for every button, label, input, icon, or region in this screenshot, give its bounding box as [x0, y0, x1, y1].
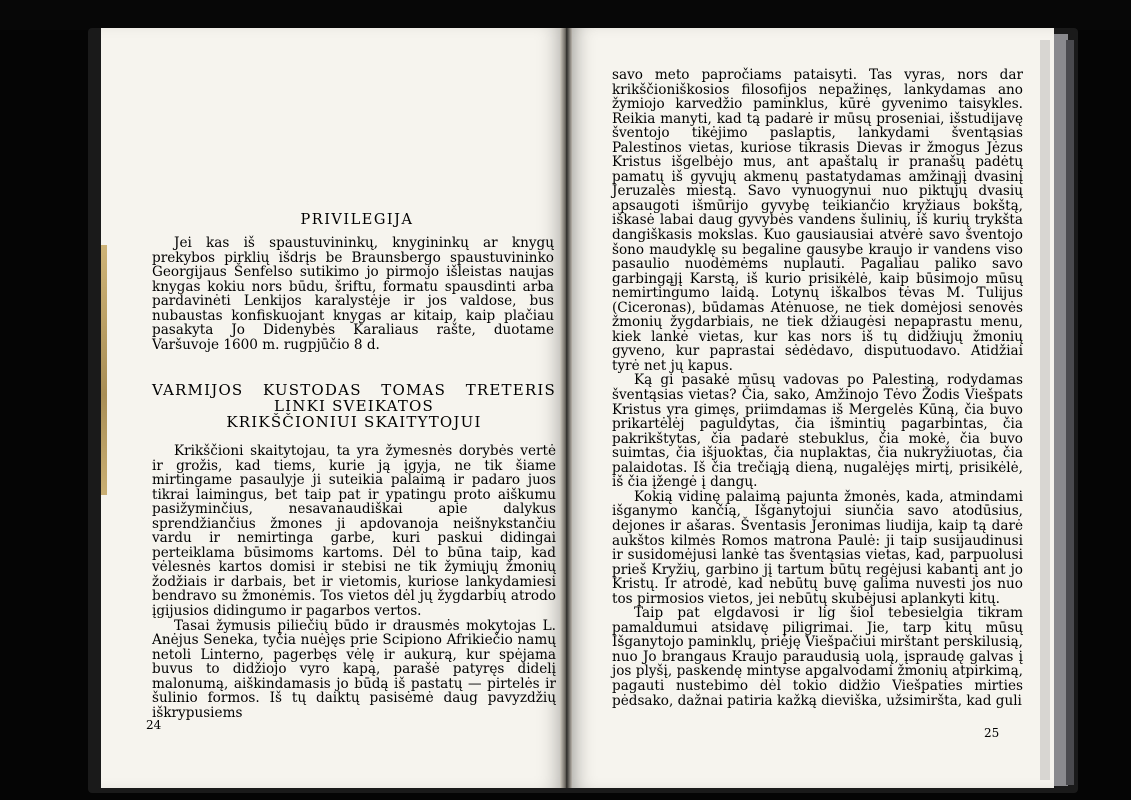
dedication-title-line-3: KRIKŠČIONIUI SKAITYTOJUI: [226, 413, 482, 432]
right-paragraph: savo meto papročiams pataisyti. Tas vyras, nors dar krikščioniškosios filosofijos nepažinęs, lankydamas ano žymiojo karvedžio paminklus, kūrė gyvenimo taisykles. Reikia manyti, kad tą padarė ir mūsų proseniai, išstudijavę šventojo tikėjimo paslaptis, lankydami šventąsias Palestinos vietas, kuriose tikrasis Dievas ir žmogus Jėzus Kristus išgelbėjo mus, ant apaštalų ir pranašų padėtų pamatų iš gyvųjų akmenų pastatydamas amžinąjį dvasinį Jeruzalės miestą. Savo vynuogynui nuo piktųjų dvasių apsaugoti išmūrijo gyvybę teikiančio kryžiaus bokštą, iškasė labai daug gyvybės vandens šulinių, iš kurių trykšta dangiškasis mokslas. Kuo gausiausiai atvėrė savo šventojo šono maudyklę su begaline gausybe kraujo ir vandens viso pasaulio nuodėmėms nuplauti. Pagaliau paliko savo garbingąjį Karstą, iš kurio prisikėlė, kaip būsimojo mūsų nemirtingumo laidą. Lotynų iškalbos tėvas M. Tulijus (Ciceronas), būdamas Atėnuose, ne tiek domėjosi senovės žmonių žygdarbiais, ne tiek džiaugėsi nepaprastu menu, kiek lankė vietas, kur kas nors iš tų didžiųjų žmonių gyveno, kur paprastai sėdėdavo, disputuodavo. Atidžiai tyrė net jų kapus.: [612, 67, 1023, 374]
left-paragraph: Krikščioni skaitytojau, ta yra žymesnės dorybės vertė ir grožis, kad tiems, kurie ją įgyja, ne tik šiame mirtingame pasaulyje ji suteikia palaimą ir padaro juos tikrai laimingus, bet taip pat ir ypatingu proto aiškumu pasižyminčius, nesavanaudiškai apie dalykus sprendžiančius žmones ji apdovanoja neišnykstančiu vardu ir nemirtinga garbe, kuri paskui didingai perteiklama būsimoms kartoms. Dėl to būna taip, kad vėlesnės kartos domisi ir stebisi ne tik žymiųjų žmonių žodžiais ir darbais, bet ir vietomis, kuriose lankydamiesi bendravo su žmonėmis. Tos vietos dėl jų žygdarbių atrodo įgijusios didingumo ir pagarbos vertos.: [152, 443, 556, 620]
right-body-text: [612, 68, 1023, 708]
right-paragraph: Taip pat elgdavosi ir lig šiol tebesielgia tikram pamaldumui atsidavę piligrimai. Jie, tarp kitų mūsų Išganytojo paminklų, priėję Viešpačiui mirštant perskilusią, nuo Jo brangaus Kraujo paraudusią uolą, įspraudę galvas į jos plyšį, paskendę mintyse apgalvodami žmonių atpirkimą, pagauti nustebimo dėl tokio didžio Viešpaties mirties pėdsako, dažnai patiria kažką dieviška, užsimiršta, kad guli: [612, 605, 1023, 709]
right-paragraph: Ką gi pasakė mūsų vadovas po Palestiną, rodydamas šventąsias vietas? Čia, sako, Amžinojo Tėvo Žodis Viešpats Kristus yra gimęs, priimdamas iš Mergelės Kūną, čia buvo prikartėlėj paguldytas, čia išmintių pagarbintas, čia pakrikštytas, čia padarė stebuklus, čia mokė, čia buvo suimtas, čia išjuoktas, čia nuplaktas, čia nukryžiuotas, čia palaidotas. Iš čia trečiąją dieną, nugalėjęs mirtį, prisikėlė, iš čia įžengė į dangų.: [612, 372, 1023, 491]
privilege-paragraph: Jei kas iš spaustuvininkų, knygininkų ar knygų prekybos pirklių išdrįs be Braunsbergo spaustuvininko Georgijaus Šenfelso sutikimo jo pirmojo išleistas naujas knygas kokiu nors būdu, šriftu, formatu spausdinti arba pardavinėti Lenkijos karalystėje ir jos valdose, bus nubaustas konfiskuojant knygas ar kitaip, kaip plačiau pasakyta Jo Didenybės Karaliaus rašte, duotame Varšuvoje 1600 m. rugpjūčio 8 d.: [152, 235, 554, 353]
page-number-left: 24: [146, 718, 162, 732]
page-edge-bleed: [101, 245, 107, 495]
left-paragraph: Tasai žymusis piliečių būdo ir drausmės mokytojas L. Anėjus Seneka, tyčia nuėjęs prie Scipiono Afrikiečio namų netoli Linterno, pagerbęs vėlę ir aukurą, kur spėjama buvus to didžiojo vyro kapą, parašė patyręs didelį malonumą, aiškindamasis jo būdą iš pastatų — pirtelės ir šulinio formos. Iš tų daiktų pasisėmė daug pavyzdžių iškrypusiems: [152, 617, 556, 721]
book-gutter: [560, 28, 572, 788]
page-stack-edge: [1040, 40, 1050, 780]
right-paragraph: Kokią vidinę palaimą pajunta žmonės, kada, atmindami išganymo kančią, Išganytojui siunčia savo atodūsius, dejones ir ašaras. Šventasis Jeronimas liudija, kaip tą darė aukštos kilmės Romos matrona Paulė: ji taip susijaudinusi ir susidomėjusi lankė tas šventąsias vietas, kad, parpuolusi prieš Kryžių, garbino jį tartum būtų regėjusi kabantį ant jo Kristų. Ir atrodė, kad nebūtų buvę galima nuvesti jos nuo tos pirmosios vietos, jei nebūtų skubėjusi aplankyti kitų.: [612, 488, 1023, 607]
dedication-title-line-1: VARMIJOS KUSTODAS TOMAS TRETERIS: [152, 381, 556, 399]
dedication-title-line-2: LINKI SVEIKATOS: [273, 397, 435, 416]
scan-background: [0, 0, 1131, 30]
dedication-title: [152, 382, 556, 431]
page-number-right: 25: [984, 726, 1000, 740]
privilege-title: PRIVILEGIJA: [300, 212, 414, 228]
book-cover-edge-inner: [1066, 40, 1074, 785]
left-body-text: [152, 444, 556, 720]
privilege-text-block: [152, 236, 554, 352]
